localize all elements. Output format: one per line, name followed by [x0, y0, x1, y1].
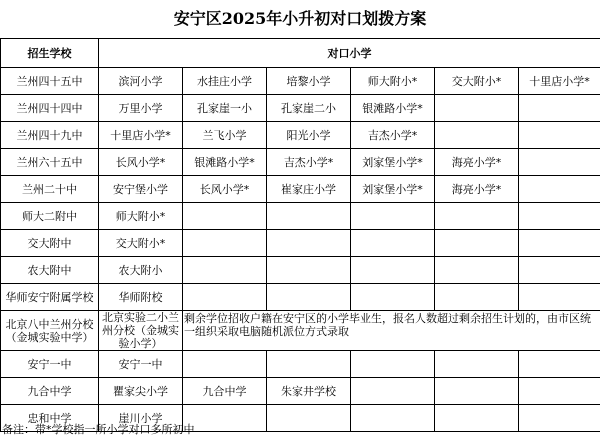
- primary-cell: [519, 378, 600, 405]
- primary-cell: [435, 95, 519, 122]
- school-cell: 安宁一中: [1, 351, 99, 378]
- table-row: [1, 95, 600, 122]
- footnote: 备注：带*学校指一所小学对口多所初中: [2, 423, 195, 436]
- primary-cell: 吉杰小学*: [351, 122, 435, 149]
- primary-cell: [519, 405, 600, 432]
- primary-cell: [519, 257, 600, 284]
- school-cell: 兰州六十五中: [1, 149, 99, 176]
- special-primary-cell: 北京实验二小兰州分校（金城实验小学）: [99, 311, 183, 351]
- primary-cell: 安宁一中: [99, 351, 183, 378]
- primary-cell: [351, 257, 435, 284]
- table-row: [1, 230, 600, 257]
- primary-cell: [183, 351, 267, 378]
- table-row: [1, 149, 600, 176]
- primary-cell: [519, 203, 600, 230]
- table-header-row: [1, 39, 600, 68]
- table-row: [1, 378, 600, 405]
- primary-cell: 崖川小学: [99, 405, 183, 432]
- primary-cell: 阳光小学: [267, 122, 351, 149]
- primary-cell: [351, 284, 435, 311]
- page-title: 安宁区2025年小升初对口划拨方案: [173, 9, 427, 28]
- primary-cell: 海亮小学*: [435, 176, 519, 203]
- primary-cell: 九合中学: [183, 378, 267, 405]
- school-cell: 兰州四十五中: [1, 68, 99, 95]
- school-cell: 师大二附中: [1, 203, 99, 230]
- special-school-cell: 北京八中兰州分校（金城实验中学）: [1, 311, 99, 351]
- table-row: [1, 351, 600, 378]
- table-row: [1, 68, 600, 95]
- primary-cell: 长风小学*: [183, 176, 267, 203]
- school-cell: 华师安宁附属学校: [1, 284, 99, 311]
- primary-cell: 培黎小学: [267, 68, 351, 95]
- primary-cell: [519, 122, 600, 149]
- special-note-cell: 剩余学位招收户籍在安宁区的小学毕业生，报名人数超过剩余招生计划的，由市区统一组织采取电脑随机派位方式录取: [183, 311, 600, 351]
- primary-cell: [267, 284, 351, 311]
- header-school: 招生学校: [1, 39, 99, 68]
- primary-cell: 师大附小*: [99, 203, 183, 230]
- primary-cell: [519, 230, 600, 257]
- primary-cell: 银滩路小学*: [183, 149, 267, 176]
- primary-cell: [267, 405, 351, 432]
- allocation-table: [0, 38, 600, 432]
- school-cell: 忠和中学: [1, 405, 99, 432]
- primary-cell: [519, 95, 600, 122]
- school-cell: 兰州四十九中: [1, 122, 99, 149]
- primary-cell: [435, 203, 519, 230]
- primary-cell: 吉杰小学*: [267, 149, 351, 176]
- primary-cell: [351, 230, 435, 257]
- primary-cell: [351, 405, 435, 432]
- primary-cell: [519, 149, 600, 176]
- primary-cell: [267, 203, 351, 230]
- primary-cell: [183, 257, 267, 284]
- primary-cell: 瞿家尖小学: [99, 378, 183, 405]
- primary-cell: 孔家崖一小: [183, 95, 267, 122]
- school-cell: 兰州四十四中: [1, 95, 99, 122]
- primary-cell: 十里店小学*: [99, 122, 183, 149]
- primary-cell: [435, 230, 519, 257]
- primary-cell: [351, 203, 435, 230]
- primary-cell: 刘家堡小学*: [351, 149, 435, 176]
- primary-cell: [519, 176, 600, 203]
- school-cell: 兰州二十中: [1, 176, 99, 203]
- table-row: [1, 257, 600, 284]
- primary-cell: 刘家堡小学*: [351, 176, 435, 203]
- primary-cell: 银滩路小学*: [351, 95, 435, 122]
- primary-cell: [267, 257, 351, 284]
- primary-cell: [435, 257, 519, 284]
- primary-cell: [435, 351, 519, 378]
- primary-cell: 十里店小学*: [519, 68, 600, 95]
- table-row: [1, 122, 600, 149]
- primary-cell: 农大附小: [99, 257, 183, 284]
- primary-cell: [435, 122, 519, 149]
- primary-cell: 师大附小*: [351, 68, 435, 95]
- primary-cell: 朱家井学校: [267, 378, 351, 405]
- table-row: [1, 203, 600, 230]
- school-cell: 农大附中: [1, 257, 99, 284]
- primary-cell: [183, 203, 267, 230]
- primary-cell: 安宁堡小学: [99, 176, 183, 203]
- primary-cell: 滨河小学: [99, 68, 183, 95]
- primary-cell: [519, 284, 600, 311]
- primary-cell: 交大附小*: [435, 68, 519, 95]
- primary-cell: [183, 405, 267, 432]
- primary-cell: [183, 230, 267, 257]
- table-row: [1, 176, 600, 203]
- primary-cell: [435, 284, 519, 311]
- primary-cell: 海亮小学*: [435, 149, 519, 176]
- primary-cell: 长风小学*: [99, 149, 183, 176]
- primary-cell: 崔家庄小学: [267, 176, 351, 203]
- primary-cell: [183, 284, 267, 311]
- primary-cell: [267, 351, 351, 378]
- primary-cell: 华师附校: [99, 284, 183, 311]
- primary-cell: [435, 405, 519, 432]
- primary-cell: [435, 378, 519, 405]
- primary-cell: 万里小学: [99, 95, 183, 122]
- school-cell: 九合中学: [1, 378, 99, 405]
- primary-cell: 孔家崖二小: [267, 95, 351, 122]
- primary-cell: [267, 230, 351, 257]
- special-row: [1, 311, 600, 351]
- primary-cell: [519, 351, 600, 378]
- school-cell: 交大附中: [1, 230, 99, 257]
- primary-cell: [351, 351, 435, 378]
- primary-cell: 兰飞小学: [183, 122, 267, 149]
- header-primaries: 对口小学: [99, 39, 600, 68]
- table-row: [1, 284, 600, 311]
- primary-cell: 交大附小*: [99, 230, 183, 257]
- primary-cell: [351, 378, 435, 405]
- primary-cell: 水挂庄小学: [183, 68, 267, 95]
